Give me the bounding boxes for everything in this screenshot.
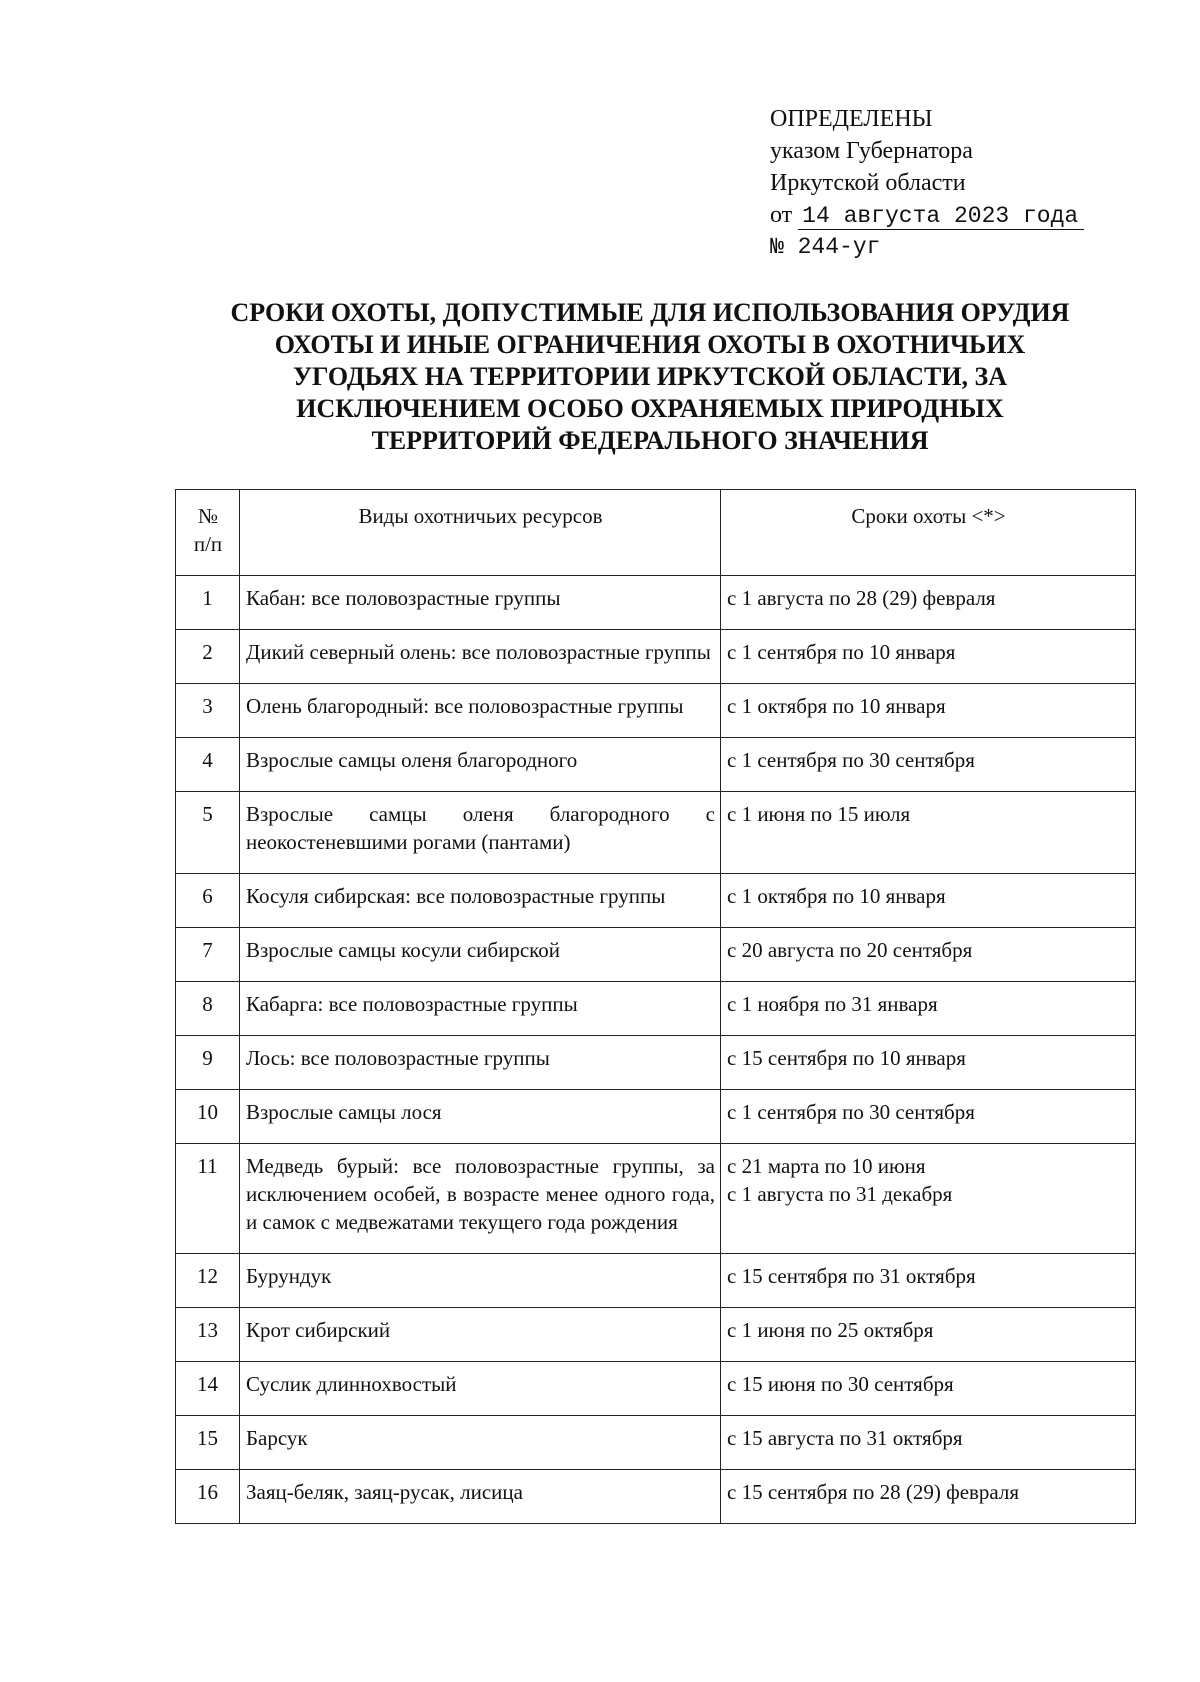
- row-period: с 1 ноября по 31 января: [721, 982, 1136, 1036]
- row-period: с 1 сентября по 10 января: [721, 630, 1136, 684]
- table-row: [176, 792, 1136, 874]
- row-period: с 1 августа по 28 (29) февраля: [721, 576, 1136, 630]
- row-period: с 15 июня по 30 сентября: [721, 1362, 1136, 1416]
- header-number: [176, 490, 240, 576]
- row-resource: Бурундук: [240, 1254, 721, 1308]
- approval-date-prefix: от: [770, 202, 793, 228]
- approval-number: № 244-уг: [770, 234, 881, 260]
- table-row: [176, 576, 1136, 630]
- document-title: [160, 297, 1140, 457]
- row-number: 12: [176, 1254, 240, 1308]
- title-line: ТЕРРИТОРИЙ ФЕДЕРАЛЬНОГО ЗНАЧЕНИЯ: [371, 426, 929, 455]
- approval-date: 14 августа 2023 года: [798, 203, 1084, 230]
- row-period: с 1 июня по 25 октября: [721, 1308, 1136, 1362]
- row-resource: Кабан: все половозрастные группы: [240, 576, 721, 630]
- table-row: [176, 630, 1136, 684]
- hunting-periods-table: [175, 489, 1136, 1524]
- row-period-autumn: с 1 августа по 31 декабря: [727, 1182, 953, 1206]
- row-period: с 1 июня по 15 июля: [721, 792, 1136, 874]
- table-row: [176, 684, 1136, 738]
- row-resource: Кабарга: все половозрастные группы: [240, 982, 721, 1036]
- table-row: [176, 982, 1136, 1036]
- row-period: с 1 октября по 10 января: [721, 684, 1136, 738]
- title-line: ИСКЛЮЧЕНИЕМ ОСОБО ОХРАНЯЕМЫХ ПРИРОДНЫХ: [296, 394, 1004, 423]
- row-number: 14: [176, 1362, 240, 1416]
- table-row: [176, 1036, 1136, 1090]
- row-resource: Косуля сибирская: все половозрастные группы: [240, 874, 721, 928]
- row-resource: Дикий северный олень: все половозрастные группы: [240, 630, 721, 684]
- row-period: с 15 сентября по 28 (29) февраля: [721, 1470, 1136, 1524]
- row-resource: Заяц-беляк, заяц-русак, лисица: [240, 1470, 721, 1524]
- row-number: 2: [176, 630, 240, 684]
- row-period: с 1 октября по 10 января: [721, 874, 1136, 928]
- row-number: 10: [176, 1090, 240, 1144]
- row-number: 5: [176, 792, 240, 874]
- row-number: 8: [176, 982, 240, 1036]
- title-line: СРОКИ ОХОТЫ, ДОПУСТИМЫЕ ДЛЯ ИСПОЛЬЗОВАНИЯ ОРУДИЯ: [230, 298, 1070, 327]
- table-header-row: [176, 490, 1136, 576]
- title-line: ОХОТЫ И ИНЫЕ ОГРАНИЧЕНИЯ ОХОТЫ В ОХОТНИЧЬИХ: [274, 330, 1026, 359]
- row-number: 16: [176, 1470, 240, 1524]
- approval-block: [770, 103, 1084, 263]
- header-resource: Виды охотничьих ресурсов: [240, 490, 721, 576]
- row-period-spring: с 21 марта по 10 июня: [727, 1154, 926, 1178]
- row-number: 11: [176, 1144, 240, 1254]
- approval-heading: ОПРЕДЕЛЕНЫ: [770, 106, 933, 132]
- table-row: [176, 928, 1136, 982]
- row-period: с 15 сентября по 10 января: [721, 1036, 1136, 1090]
- row-number: 7: [176, 928, 240, 982]
- row-resource: Медведь бурый: все половозрастные группы, за исключением особей, в возрасте менее одного года, и самок с медвежатами текущего года рождения: [240, 1144, 721, 1254]
- table-row: [176, 1470, 1136, 1524]
- table-row: [176, 1254, 1136, 1308]
- approval-region: Иркутской области: [770, 170, 966, 196]
- approval-date-line: [770, 199, 1084, 231]
- row-period: с 1 сентября по 30 сентября: [721, 738, 1136, 792]
- row-resource: Взрослые самцы косули сибирской: [240, 928, 721, 982]
- row-resource: Крот сибирский: [240, 1308, 721, 1362]
- header-number-abbr: п/п: [193, 532, 223, 556]
- table-row: [176, 874, 1136, 928]
- row-resource: Взрослые самцы оленя благородного с неокостеневшими рогами (пантами): [240, 792, 721, 874]
- row-period: с 15 сентября по 31 октября: [721, 1254, 1136, 1308]
- header-number-sign: №: [197, 504, 219, 528]
- row-period: [721, 1144, 1136, 1254]
- title-line: УГОДЬЯХ НА ТЕРРИТОРИИ ИРКУТСКОЙ ОБЛАСТИ, ЗА: [292, 362, 1008, 391]
- row-resource: Олень благородный: все половозрастные группы: [240, 684, 721, 738]
- header-period: Сроки охоты <*>: [721, 490, 1136, 576]
- row-number: 15: [176, 1416, 240, 1470]
- row-number: 9: [176, 1036, 240, 1090]
- table-row: [176, 1090, 1136, 1144]
- table-row: [176, 1308, 1136, 1362]
- row-resource: Барсук: [240, 1416, 721, 1470]
- row-period: с 15 августа по 31 октября: [721, 1416, 1136, 1470]
- row-number: 3: [176, 684, 240, 738]
- approval-decree: указом Губернатора: [770, 138, 973, 164]
- row-period: с 20 августа по 20 сентября: [721, 928, 1136, 982]
- table-row: [176, 1144, 1136, 1254]
- table-row: [176, 1416, 1136, 1470]
- row-period: с 1 сентября по 30 сентября: [721, 1090, 1136, 1144]
- table-row: [176, 738, 1136, 792]
- row-number: 6: [176, 874, 240, 928]
- table-row: [176, 1362, 1136, 1416]
- row-number: 4: [176, 738, 240, 792]
- row-resource: Суслик длиннохвостый: [240, 1362, 721, 1416]
- row-resource: Взрослые самцы оленя благородного: [240, 738, 721, 792]
- row-number: 1: [176, 576, 240, 630]
- row-resource: Взрослые самцы лося: [240, 1090, 721, 1144]
- row-number: 13: [176, 1308, 240, 1362]
- row-resource: Лось: все половозрастные группы: [240, 1036, 721, 1090]
